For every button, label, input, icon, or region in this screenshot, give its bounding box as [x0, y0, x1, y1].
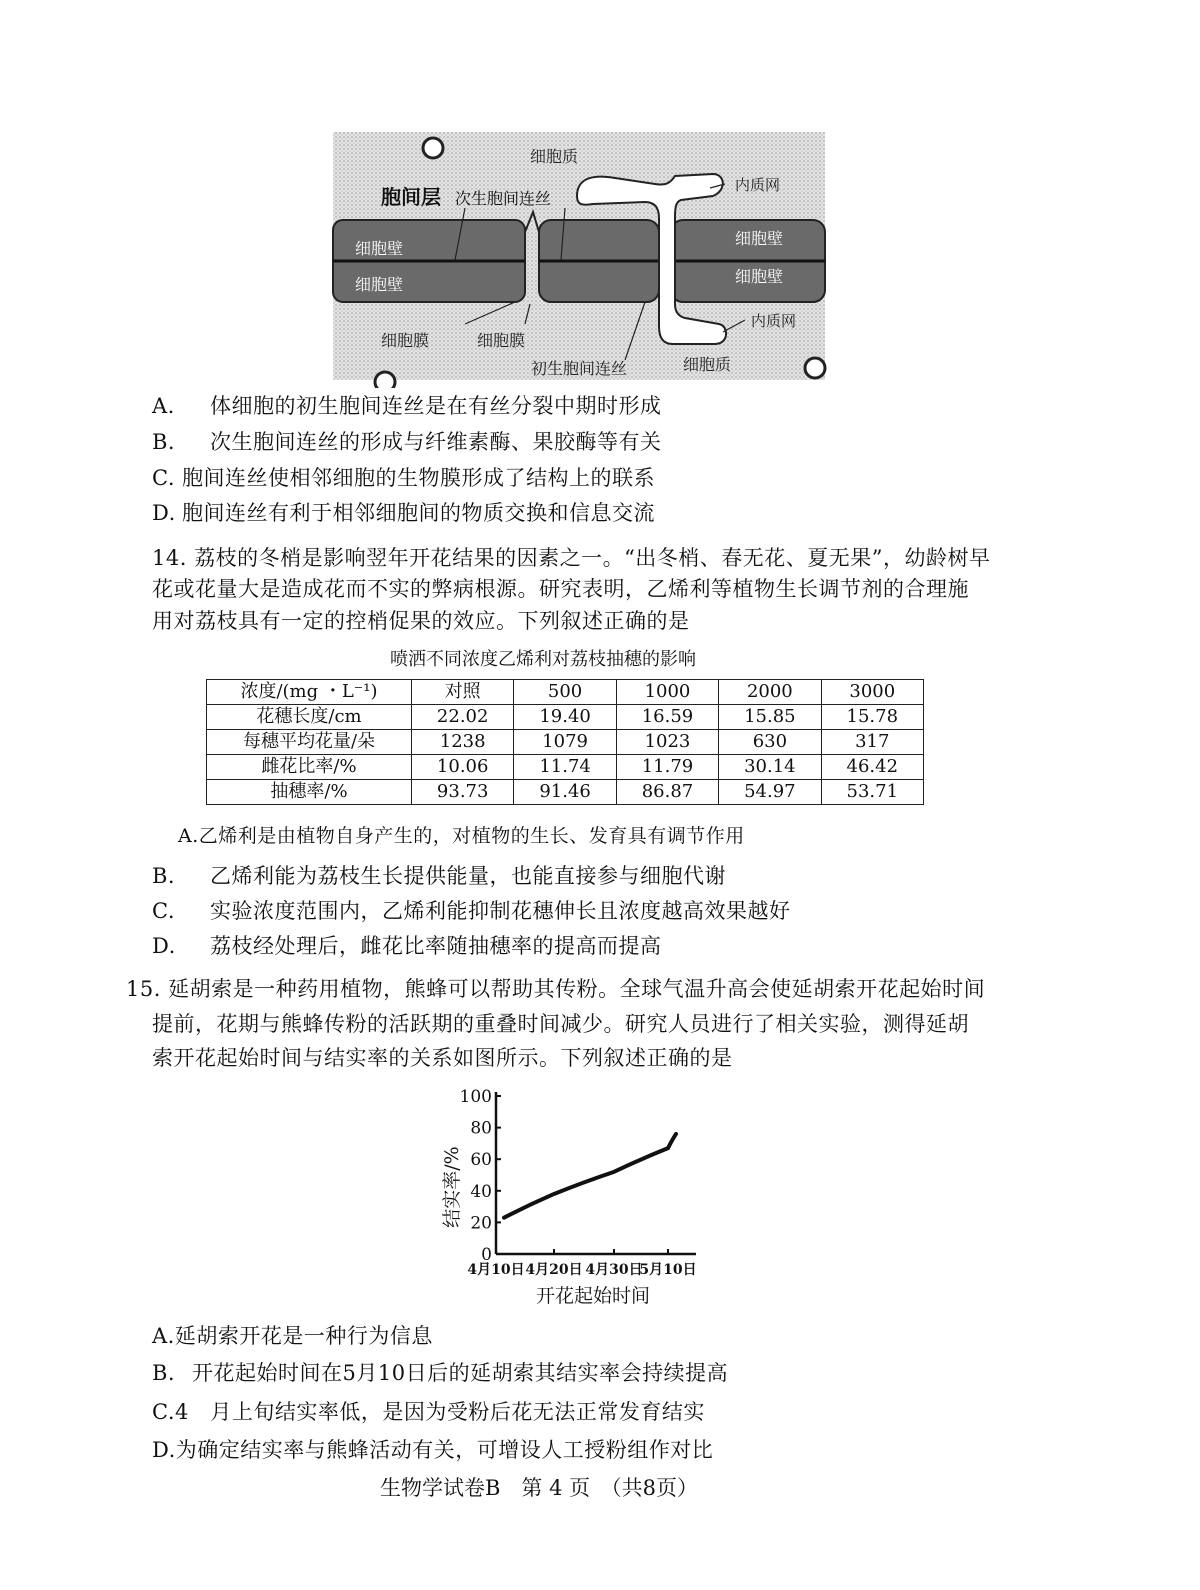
table-header-cell: 1000: [616, 680, 718, 705]
table-cell: 22.02: [412, 705, 514, 730]
chart-y-tick-label: 100: [459, 1087, 492, 1107]
table-header-cell: 3000: [821, 680, 923, 705]
q15-option-d[interactable]: D.为确定结实率与熊蜂活动有关，可增设人工授粉组作对比: [152, 1438, 714, 1462]
q14-option-c[interactable]: C. 实验浓度范围内，乙烯利能抑制花穗伸长且浓度越高效果越好: [152, 899, 791, 923]
q15-stem-line-3: 索开花起始时间与结实率的关系如图所示。下列叙述正确的是: [152, 1046, 733, 1070]
chart-x-tick-label: 5月10日: [639, 1262, 697, 1278]
chart-y-tick-label: 60: [470, 1150, 492, 1171]
table-row: [207, 780, 924, 805]
q14-stem-line-1: 14. 荔枝的冬梢是影响翌年开花结果的因素之一。“出冬梢、春无花、夏无果”，幼龄树早: [152, 546, 991, 570]
plasmodesmata-diagram: [315, 112, 828, 388]
table-cell: 1238: [412, 730, 514, 755]
label-middle-lamella: 胞间层: [381, 185, 441, 209]
table-cell: 15.78: [821, 705, 923, 730]
table-cell: 花穗长度/cm: [207, 705, 412, 730]
chart-x-axis-label: 开花起始时间: [535, 1285, 651, 1307]
q13-option-c[interactable]: C. 胞间连丝使相邻细胞的生物膜形成了结构上的联系: [152, 466, 655, 490]
chart-x-tick-label: 4月10日: [467, 1262, 525, 1278]
table-cell: 86.87: [616, 780, 718, 805]
chart-y-tick-label: 0: [481, 1245, 492, 1265]
table-cell: 16.59: [616, 705, 718, 730]
page-footer: 生物学试卷B 第 4 页 （共8页）: [380, 1476, 699, 1500]
table-cell: 46.42: [821, 755, 923, 780]
chart-x-tick-label: 4月30日: [585, 1262, 643, 1278]
table-cell: 93.73: [412, 780, 514, 805]
chart-axes: [496, 1092, 696, 1254]
label-cytoplasm-bottom: 细胞质: [683, 355, 732, 374]
table-cell: 91.46: [514, 780, 616, 805]
table-row: [207, 705, 924, 730]
q15-option-b[interactable]: B. 开花起始时间在5月10日后的延胡索其结实率会持续提高: [152, 1361, 729, 1385]
table-cell: 1079: [514, 730, 616, 755]
table-header-cell: 浓度/(mg ・L⁻¹): [207, 680, 412, 705]
label-primary-plasmodesmata: 初生胞间连丝: [531, 359, 628, 378]
chart-series-line: [504, 1134, 676, 1218]
label-er-bottom: 内质网: [751, 312, 797, 330]
table-cell: 15.85: [719, 705, 821, 730]
q15-stem-line-1: 15. 延胡索是一种药用植物，熊蜂可以帮助其传粉。全球气温升高会使延胡索开花起始时间: [126, 977, 986, 1001]
q14-option-d[interactable]: D. 荔枝经处理后，雌花比率随抽穗率的提高而提高: [152, 934, 662, 958]
table-cell: 1023: [616, 730, 718, 755]
q13-option-b[interactable]: B. 次生胞间连丝的形成与纤维素酶、果胶酶等有关: [152, 430, 662, 454]
chart-x-tick-label: 4月20日: [525, 1262, 583, 1278]
chart-y-tick-label: 80: [470, 1118, 492, 1139]
q15-option-c[interactable]: C.4 月上旬结实率低，是因为受粉后花无法正常发育结实: [152, 1400, 705, 1424]
table-cell: 317: [821, 730, 923, 755]
label-er-top: 内质网: [735, 176, 781, 194]
table-header-cell: 2000: [719, 680, 821, 705]
table-cell: 54.97: [719, 780, 821, 805]
table-cell: 抽穗率/%: [207, 780, 412, 805]
table-header-row: [207, 680, 924, 705]
q14-stem-line-2: 花或花量大是造成花而不实的弊病根源。研究表明，乙烯利等植物生长调节剂的合理施: [152, 577, 969, 601]
chart-y-tick-label: 40: [470, 1181, 492, 1202]
q15-option-a[interactable]: A.延胡索开花是一种行为信息: [152, 1324, 433, 1348]
q13-option-a[interactable]: A. 体细胞的初生胞间连丝是在有丝分裂中期时形成: [152, 394, 662, 418]
table-cell: 11.74: [514, 755, 616, 780]
table-header-cell: 对照: [412, 680, 514, 705]
table-cell: 630: [719, 730, 821, 755]
table-cell: 10.06: [412, 755, 514, 780]
table-cell: 每穗平均花量/朵: [207, 730, 412, 755]
q14-stem-line-3: 用对荔枝具有一定的控梢促果的效应。下列叙述正确的是: [152, 609, 690, 633]
label-membrane-2: 细胞膜: [477, 331, 526, 350]
table-row: [207, 730, 924, 755]
table-cell: 53.71: [821, 780, 923, 805]
label-cell-wall-2: 细胞壁: [355, 275, 404, 294]
chart-y-axis-label: 结实率/%: [441, 1146, 463, 1228]
q14-option-b[interactable]: B. 乙烯利能为荔枝生长提供能量，也能直接参与细胞代谢: [152, 864, 726, 888]
q15-stem-line-2: 提前，花期与熊蜂传粉的活跃期的重叠时间减少。研究人员进行了相关实验，测得延胡: [152, 1012, 969, 1036]
table-row: [207, 755, 924, 780]
table-header-cell: 500: [514, 680, 616, 705]
table-cell: 19.40: [514, 705, 616, 730]
label-membrane-1: 细胞膜: [381, 331, 430, 350]
label-cytoplasm-top: 细胞质: [530, 147, 579, 166]
q14-option-a[interactable]: A.乙烯利是由植物自身产生的，对植物的生长、发育具有调节作用: [178, 825, 745, 847]
table-cell: 雌花比率/%: [207, 755, 412, 780]
chart-y-tick-label: 20: [470, 1213, 492, 1234]
label-secondary-plasmodesmata: 次生胞间连丝: [455, 189, 552, 208]
vesicle-icon: [423, 138, 443, 158]
table-cell: 30.14: [719, 755, 821, 780]
q13-option-d[interactable]: D. 胞间连丝有利于相邻细胞间的物质交换和信息交流: [152, 501, 655, 525]
table-title: 喷洒不同浓度乙烯利对荔枝抽穗的影响: [390, 649, 696, 670]
label-cell-wall-3: 细胞壁: [735, 229, 784, 248]
label-cell-wall-1: 细胞壁: [355, 239, 404, 258]
label-cell-wall-4: 细胞壁: [735, 267, 784, 286]
table-cell: 11.79: [616, 755, 718, 780]
fruit-set-rate-chart: [430, 1082, 720, 1312]
ethephon-effect-table: [206, 679, 924, 805]
